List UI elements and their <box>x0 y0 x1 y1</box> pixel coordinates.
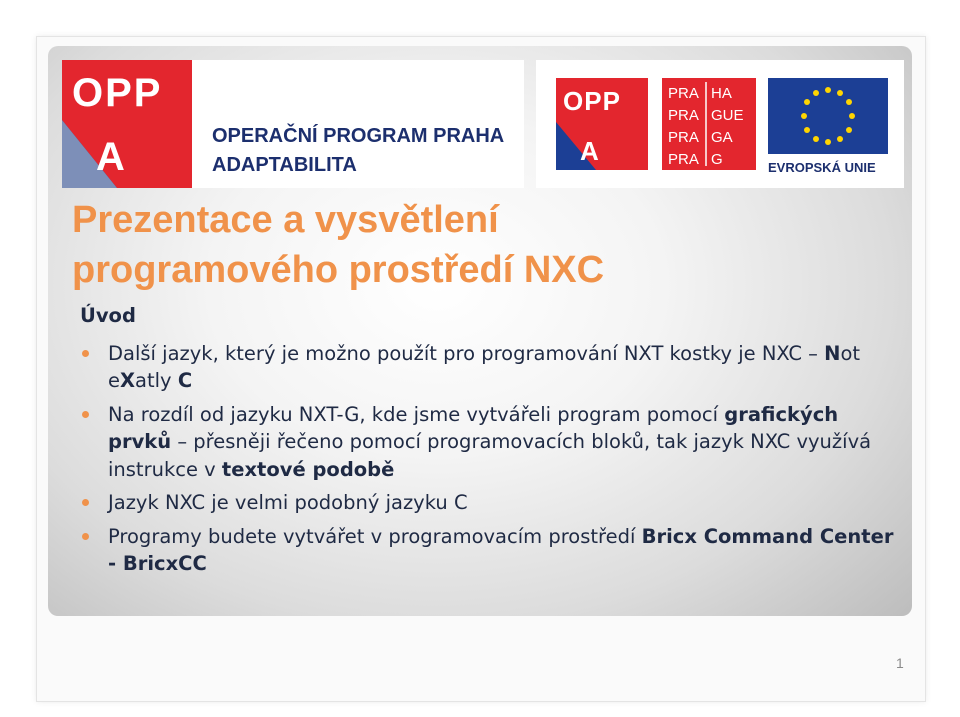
bullet-dash: – <box>808 341 818 365</box>
bullet-text-atly: atly <box>135 369 178 392</box>
bullet-dot-icon <box>82 499 89 506</box>
praha-cell-6: GA <box>711 129 733 146</box>
bullet-text: Jazyk NXC je velmi podobný jazyku C <box>108 491 468 514</box>
bullet-bold-c: C <box>177 369 193 392</box>
praha-cell-7: PRA <box>668 151 699 168</box>
bullet-bold-x: X <box>120 369 136 392</box>
slide-content <box>80 302 900 584</box>
bullet-dot-icon <box>82 411 89 418</box>
bullet-text: Na rozdíl od jazyku NXT-G, kde jsme vytvářeli program pomocí <box>108 402 725 426</box>
eu-label: EVROPSKÁ UNIE <box>768 160 876 175</box>
program-name-line2: ADAPTABILITA <box>212 154 357 176</box>
bullet-item-similar-c <box>80 489 900 517</box>
praha-cell-2: HA <box>711 85 732 102</box>
opp-letter-a: A <box>96 135 125 179</box>
bullet-bold-text-form: textové podobě <box>221 457 395 481</box>
opp-letters: OPP <box>72 71 163 115</box>
bullet-bold-bricxcc: Bricx Command Center - BricxCC <box>108 524 894 575</box>
opp-logo-graphic <box>62 60 524 188</box>
bullet-text-continued: – přesněji řečeno pomocí programovacích bloků, tak jazyk NXC využívá instrukce v <box>108 430 872 481</box>
praha-cell-1: PRA <box>668 85 699 102</box>
partner-logos <box>536 60 904 188</box>
bullet-text: Další jazyk, který je možno použít pro programování NXT kostky je NXC <box>108 341 809 365</box>
bullet-item-nxt-g <box>80 401 900 484</box>
bullet-dot-icon <box>82 533 89 540</box>
page-number: 1 <box>896 655 904 671</box>
praha-cell-4: GUE <box>711 107 744 124</box>
program-name-line1: OPERAČNÍ PROGRAM PRAHA <box>212 125 505 147</box>
bullet-item-nxc-intro <box>80 340 900 395</box>
title-line-2: programového prostředí NXC <box>72 249 605 291</box>
opp-small-letters: OPP <box>563 86 621 116</box>
section-heading: Úvod <box>80 304 136 327</box>
opp-small-letter-a: A <box>580 136 599 166</box>
bullet-bold-graphic-elements: grafických prvků <box>108 402 839 453</box>
slide-title <box>72 195 892 295</box>
bullet-text-ote: ot e <box>108 341 861 392</box>
praha-cell-8: G <box>711 151 723 168</box>
bullet-item-bricxcc <box>80 523 900 578</box>
title-line-1: Prezentace a vysvětlení <box>72 199 499 241</box>
partner-logos-graphic <box>536 60 904 188</box>
bullet-bold-n: N <box>824 341 841 365</box>
bullet-list <box>80 340 900 578</box>
bullet-text: Programy budete vytvářet v programovacím prostředí <box>108 524 642 548</box>
praha-cell-3: PRA <box>668 107 699 124</box>
opp-logo <box>62 60 524 188</box>
bullet-dot-icon <box>82 350 89 357</box>
praha-cell-5: PRA <box>668 129 699 146</box>
